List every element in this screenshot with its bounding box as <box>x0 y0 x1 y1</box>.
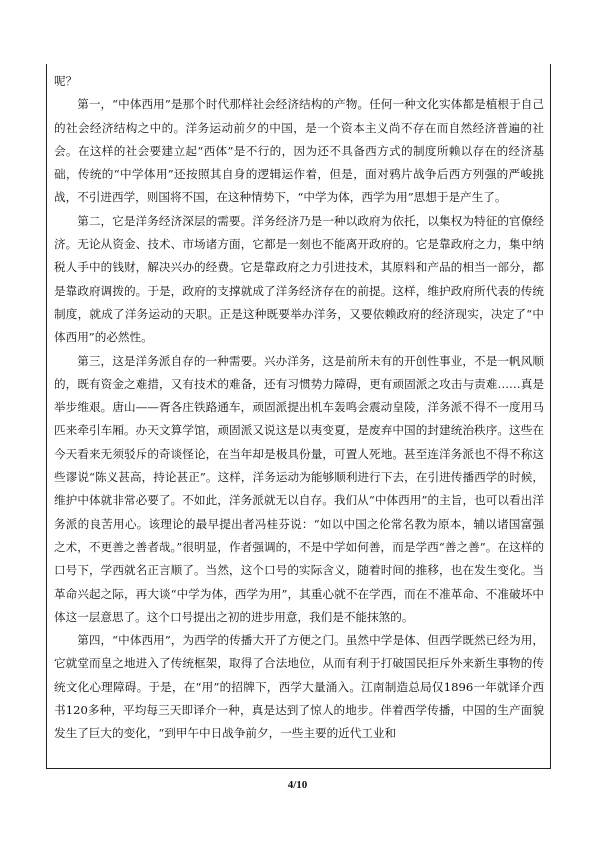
paragraph-4: 第四，“中体西用”，为西学的传播大开了方便之门。虽然中学是体、但西学既然已经为用，它就堂而皇之地进入了传统框架，取得了合法地位，从而有利于打破国民拒斥外来新生事物的传统文化心理障碍。于是，在“用”的招牌下，西学大量涌入。江南制造总局仅1896一年就译介西书120多种，平均每三天即译介一种，真是达到了惊人的地步。伴着西学传播，中国的生产面貌发生了巨大的变化，“到甲午中日战争前夕，一些主要的近代工业和 <box>54 633 544 741</box>
paragraph-1: 第一，“中体西用”是那个时代那样社会经济结构的产物。任何一种文化实体都是植根于自己的社会经济结构之中的。洋务运动前夕的中国，是一个资本主义尚不存在而自然经济普遍的社会。在这样的社会要建立起“西体”是不行的，因为还不具备西方式的制度所赖以存在的经济基础，传统的“中学体用”还按照其自身的逻辑运作着，但是，面对鸦片战争后西方列强的严峻挑战，不引进西学，则国将不国，在这种情势下，“中学为体，西学为用”思想于是产生了。 <box>54 97 544 205</box>
opening-line: 呢？ <box>54 74 78 88</box>
paragraph-2: 第二，它是洋务经济深层的需要。洋务经济乃是一种以政府为依托，以集权为特征的官僚经济。无论从资金、技术、市场诸方面，它都是一刻也不能离开政府的。它是靠政府之力，集中纳税人手中的钱财，解决兴办的经费。它是靠政府之力引进技术，其原料和产品的相当一部分，都是靠政府调拨的。于是，政府的支撑就成了洋务经济存在的前提。这样，维护政府所代表的传统制度，就成了洋务运动的天职。正是这种既要举办洋务，又要依赖政府的经济现实，决定了“中体西用”的必然性。 <box>54 213 544 345</box>
document-body <box>54 70 544 746</box>
paragraph-3: 第三，这是洋务派自存的一种需要。兴办洋务，这是前所未有的开创性事业，不是一帆风顺的，既有资金之难措，又有技术的难备，还有习惯势力障碍，更有顽固派之攻击与责难……真是举步维艰。唐山——胥各庄铁路通车，顽固派提出机车轰鸣会震动皇陵，洋务派不得不一度用马匹来牵引车厢。办天文算学馆，顽固派又说这是以夷变夏，是废弃中国的封建统治秩序。这些在今天看来无须驳斥的奇谈怪论，在当年却是极具份量，可置人死地。甚至连洋务派也不得不称这些谬说“陈义甚高，持论甚正”。这样，洋务运动为能够顺利进行下去，在引进传播西学的时候，维护中体就非常必要了。不如此，洋务派就无以自存。我们从“中体西用”的主旨，也可以看出洋务派的良苦用心。该理论的最早提出者冯桂芬说：“如以中国之伦常名教为原本，辅以诸国富强之术，不更善之善者哉。”很明显，作者强调的，不是中学如何善，而是学西“善之善”。在这样的口号下，学西就名正言顺了。当然，这个口号的实际含义，随着时间的推移，也在发生变化。当革命兴起之际，再大谈“中学为体，西学为用”，其重心就不在学西，而在不准革命、不准破坏中体这一层意思了。这个口号提出之初的进步用意，我们是不能抹煞的。 <box>54 353 544 624</box>
page-number: 4/10 <box>287 779 308 791</box>
